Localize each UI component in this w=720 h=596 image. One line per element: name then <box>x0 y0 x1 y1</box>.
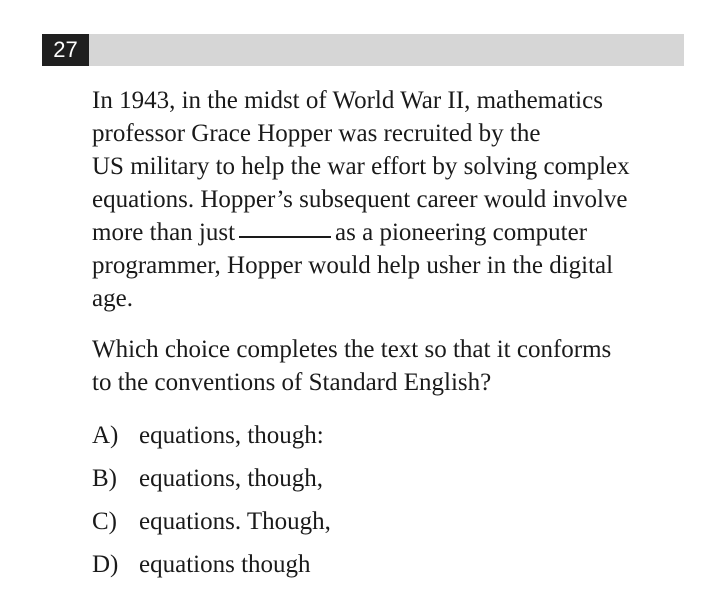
passage-line: US military to help the war effort by solving complex <box>92 153 630 180</box>
choice-text: equations. Though, <box>139 508 331 535</box>
choice-text: equations, though, <box>139 465 324 492</box>
question-content <box>92 84 692 591</box>
passage-line-with-blank <box>92 216 692 249</box>
passage <box>92 84 692 315</box>
answer-choices <box>92 419 692 581</box>
prompt-line: Which choice completes the text so that it conforms <box>92 336 612 363</box>
choice-letter: B) <box>92 465 117 492</box>
passage-line: age. <box>92 285 133 312</box>
choice-text: equations, though: <box>139 422 324 449</box>
question-prompt <box>92 333 692 399</box>
choice-c[interactable] <box>92 505 692 538</box>
choice-b[interactable] <box>92 462 692 495</box>
prompt-line: to the conventions of Standard English? <box>92 369 492 396</box>
passage-line: programmer, Hopper would help usher in the digital <box>92 252 614 279</box>
choice-d[interactable] <box>92 548 692 581</box>
question-number: 27 <box>42 34 89 66</box>
passage-line-part: as a pioneering computer <box>335 219 588 246</box>
choice-a[interactable] <box>92 419 692 452</box>
passage-line: equations. Hopper’s subsequent career would involve <box>92 186 628 213</box>
answer-blank <box>239 214 331 238</box>
question-header-bar <box>42 34 684 66</box>
choice-text: equations though <box>139 551 311 578</box>
choice-letter: C) <box>92 508 117 535</box>
passage-line-part: more than just <box>92 219 236 246</box>
choice-letter: A) <box>92 422 119 449</box>
choice-letter: D) <box>92 551 119 578</box>
passage-line: In 1943, in the midst of World War II, mathematics <box>92 87 603 114</box>
passage-line: professor Grace Hopper was recruited by the <box>92 120 541 147</box>
